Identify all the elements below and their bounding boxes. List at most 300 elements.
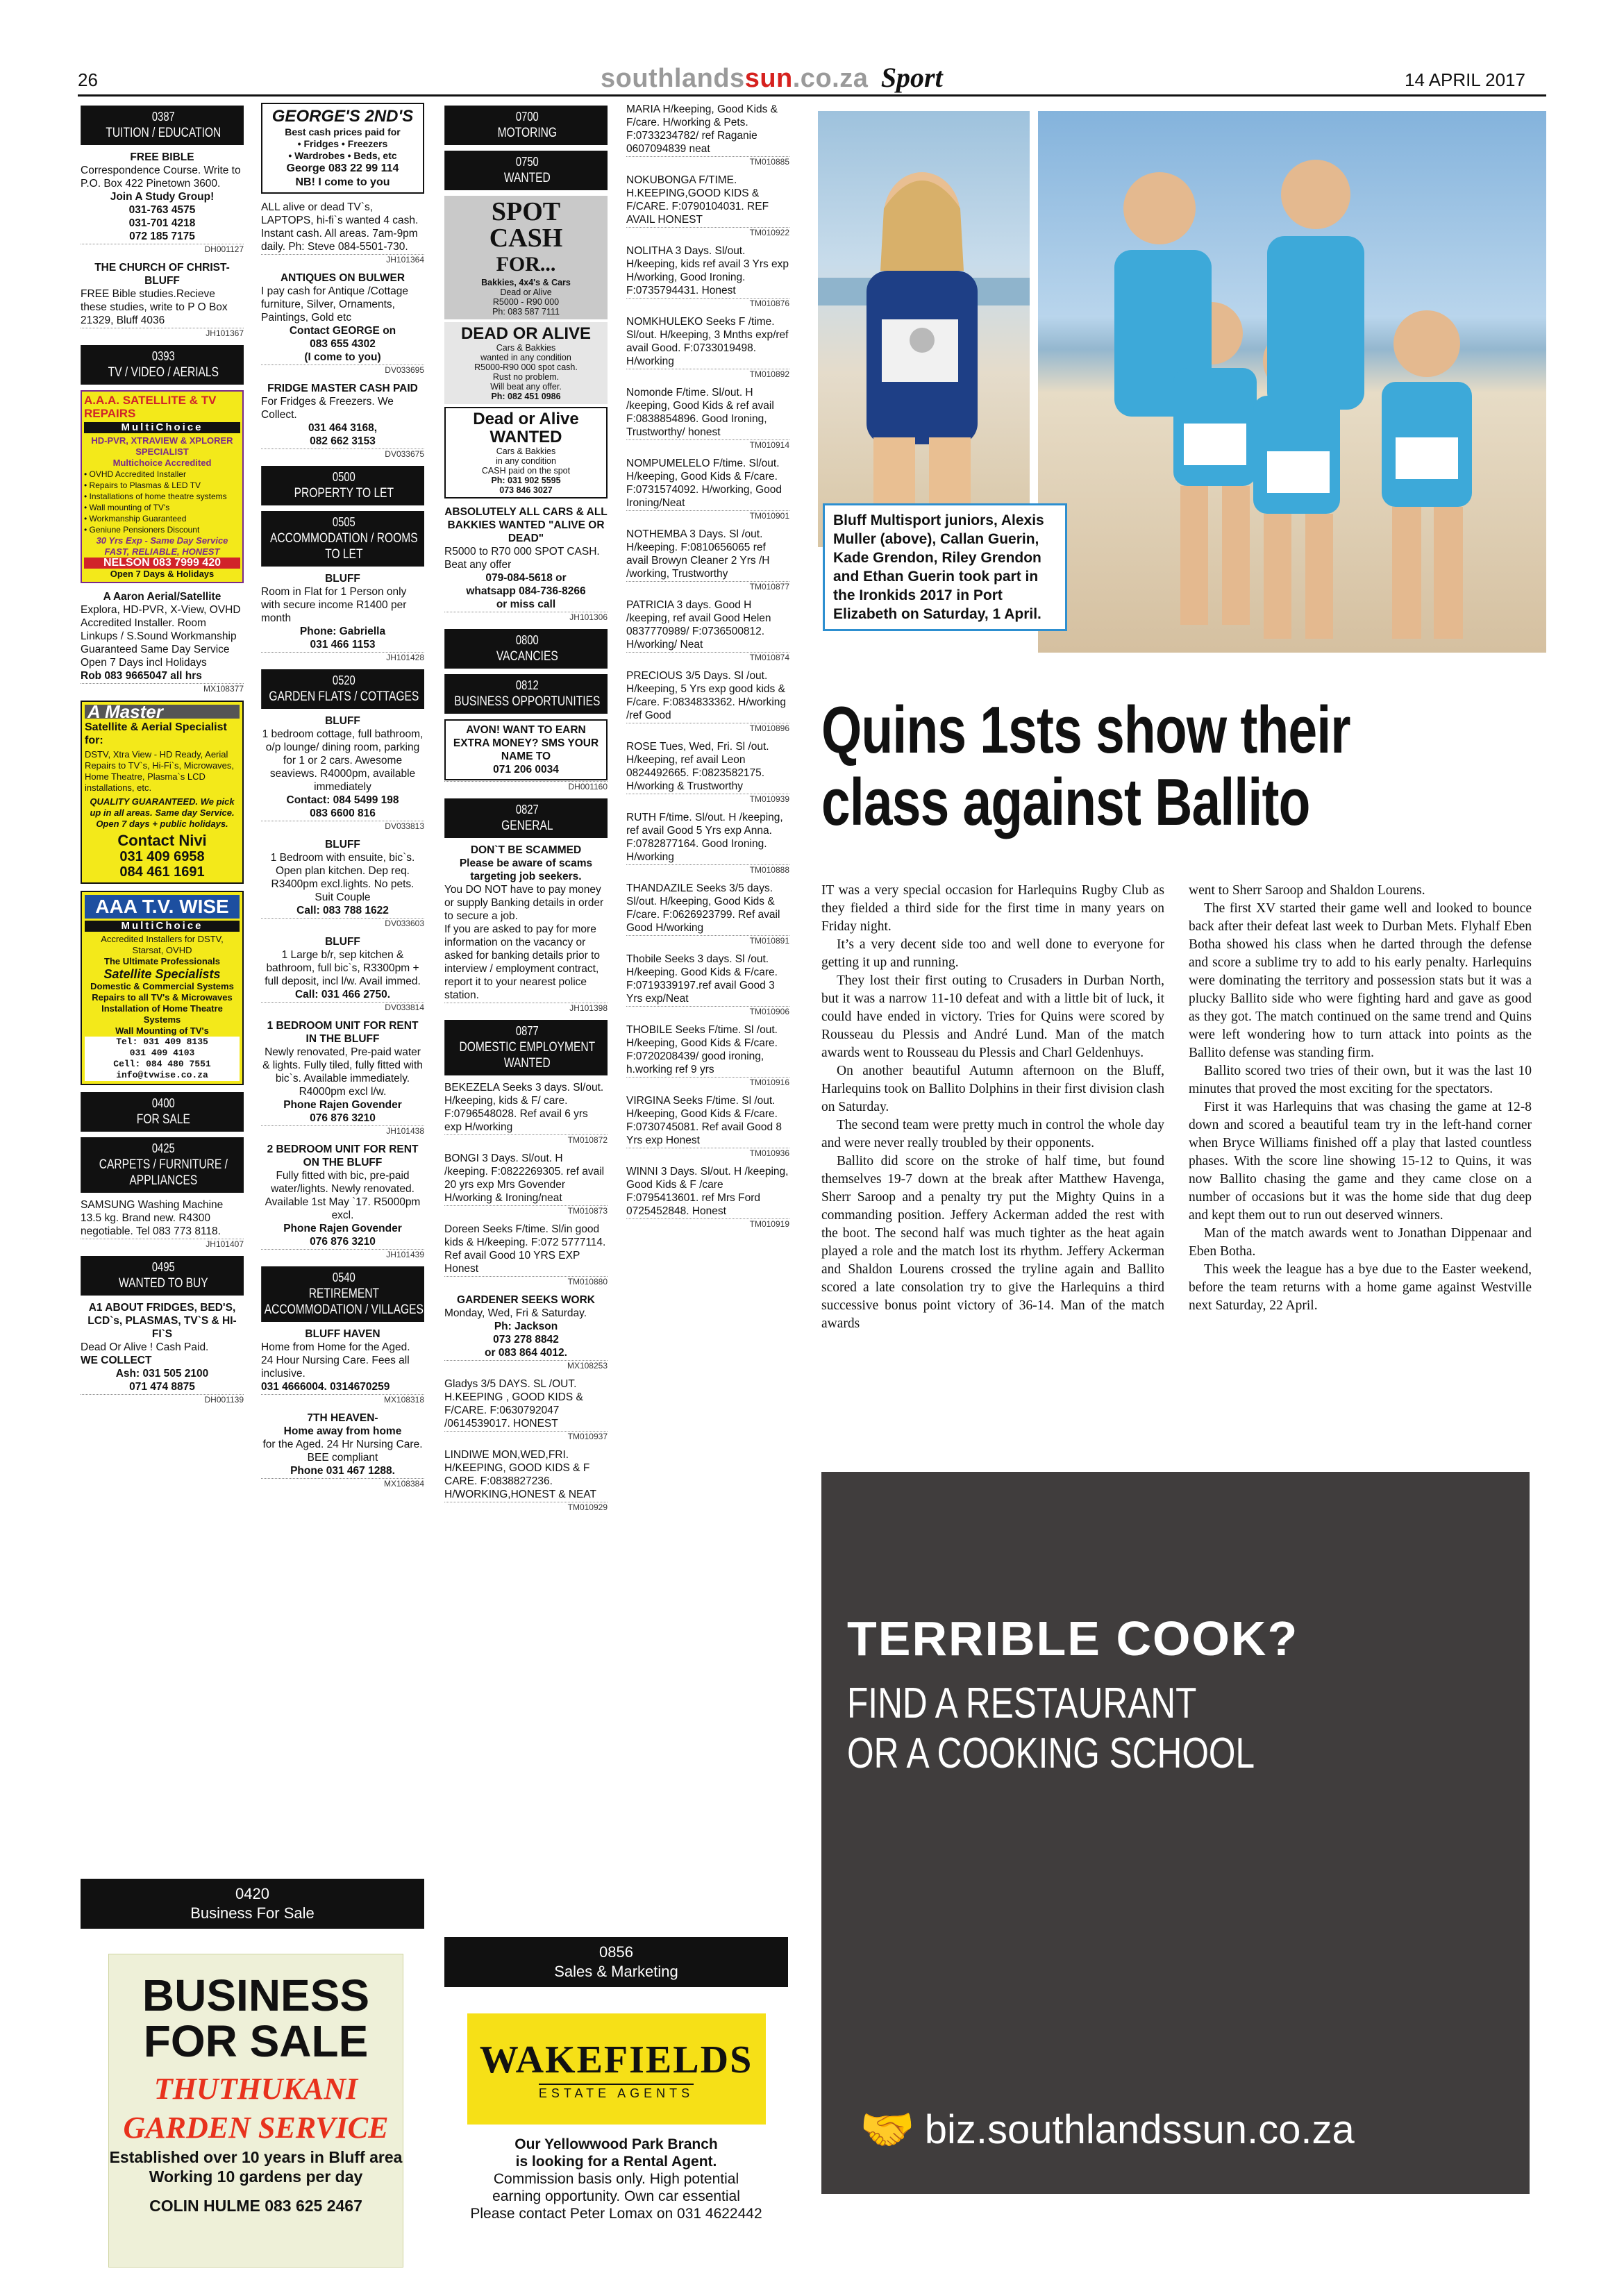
ad-title: AAA T.V. WISE bbox=[85, 895, 240, 919]
ad-line: Established over 10 years in Bluff area bbox=[109, 2148, 403, 2166]
ad-text: BLUFF HAVEN bbox=[305, 1328, 380, 1340]
headline-line-2: class against Ballito bbox=[821, 765, 1310, 839]
ad-reference: TM010877 bbox=[626, 581, 789, 592]
ad-text: BLUFF bbox=[325, 839, 360, 850]
ad-reference: JH101438 bbox=[261, 1125, 424, 1136]
ad-text: Call: 031 466 2750. bbox=[294, 989, 391, 1000]
ad-reference: TM010885 bbox=[626, 156, 789, 167]
ad-phone: Cell: 084 480 7551 bbox=[85, 1059, 240, 1070]
classified-ad[interactable] bbox=[626, 953, 789, 1016]
ad-text: Ph: 082 451 0986 bbox=[491, 392, 561, 401]
avon-ad[interactable] bbox=[444, 719, 608, 791]
ad-bullet: • OVHD Accredited Installer bbox=[84, 469, 186, 479]
bullet-text: Repairs to Plasmas & LED TV bbox=[89, 480, 201, 490]
ad-text: 031-701 4218 bbox=[128, 217, 196, 229]
ad-text: Repairs to all TV's & Microwaves bbox=[92, 992, 233, 1003]
classified-ad[interactable] bbox=[444, 1377, 608, 1441]
ad-text: Will beat any offer. bbox=[490, 382, 562, 392]
category-title: Sales & Marketing bbox=[554, 1963, 678, 1980]
article-paragraph: went to Sherr Saroop and Shaldon Lourens. bbox=[1189, 883, 1425, 898]
classified-ad[interactable] bbox=[626, 811, 789, 875]
ad-text: Bakkies, 4x4's & Cars bbox=[481, 278, 571, 287]
ad-text: 031-763 4575 bbox=[128, 204, 196, 216]
promo-url[interactable]: biz.southlandssun.co.za bbox=[924, 2107, 1355, 2152]
ad-text: Contact GEORGE on bbox=[289, 325, 396, 337]
masthead[interactable] bbox=[601, 61, 943, 94]
ad-reference: DV033814 bbox=[261, 1002, 424, 1012]
ad-text: PRECIOUS 3/5 Days. Sl /out. H/keeping, 5 Yrs exp good kids & F/care. F:0834833362. H/working /ref Good bbox=[626, 670, 787, 721]
category-header[interactable] bbox=[261, 1266, 424, 1322]
ad-reference: DH001139 bbox=[81, 1394, 244, 1405]
category-header[interactable] bbox=[444, 674, 608, 714]
ad-reference: JH101439 bbox=[261, 1249, 424, 1259]
classified-ad[interactable] bbox=[81, 590, 244, 694]
category-title: WANTED bbox=[504, 171, 551, 185]
handshake-icon: 🤝 bbox=[860, 2104, 915, 2154]
ad-bullet: • Installations of home theatre systems bbox=[84, 492, 227, 501]
ad-text: 071 474 8875 bbox=[129, 1381, 195, 1393]
ad-text: Phone Rajen Govender bbox=[283, 1223, 402, 1234]
header-rule bbox=[78, 94, 1546, 97]
category-header[interactable] bbox=[81, 345, 244, 385]
ad-reference: TM010888 bbox=[626, 864, 789, 875]
ad-text: BLUFF bbox=[325, 715, 360, 727]
classified-ad[interactable] bbox=[81, 1198, 244, 1249]
ad-text: • Fridges • Freezers bbox=[297, 138, 388, 149]
wakefields-ad[interactable] bbox=[444, 2013, 788, 2222]
promo-line-2: OR A COOKING SCHOOL bbox=[847, 1729, 1255, 1777]
brand-name: WAKEFIELDS bbox=[479, 2038, 753, 2081]
ad-reference: TM010916 bbox=[626, 1077, 789, 1087]
classified-ad[interactable] bbox=[626, 315, 789, 379]
brand-sub: ESTATE AGENTS bbox=[539, 2084, 694, 2101]
multichoice-logo: MultiChoice bbox=[84, 422, 240, 433]
ad-title: A.A.A. SATELLITE & TV REPAIRS bbox=[84, 394, 217, 420]
ad-text: Fully fitted with bic, pre-paid water/lights. Newly renovated. Available 1st May `17. R5000pm excl. bbox=[265, 1170, 421, 1221]
ad-text: A1 ABOUT FRIDGES, BED'S, LCD`s, PLASMAS, TV`S & HI-FI`S bbox=[87, 1302, 237, 1340]
category-title: CARPETS / FURNITURE / APPLIANCES bbox=[99, 1157, 228, 1188]
category-number: 0393 bbox=[152, 349, 175, 363]
georges-2nds-ad[interactable] bbox=[261, 103, 424, 194]
category-header[interactable] bbox=[261, 466, 424, 505]
ad-reference: TM010892 bbox=[626, 369, 789, 379]
ad-text: 082 662 3153 bbox=[310, 435, 376, 447]
ad-reference: JH101364 bbox=[261, 254, 424, 265]
ad-contact: Please contact Peter Lomax on 031 4622442 bbox=[470, 2206, 762, 2222]
ad-text: Dead or Alive bbox=[500, 287, 552, 297]
classified-ad[interactable] bbox=[626, 528, 789, 592]
category-title: BUSINESS OPPORTUNITIES bbox=[454, 694, 601, 709]
wanted-box bbox=[444, 407, 608, 498]
promo-headline: TERRIBLE COOK? bbox=[847, 1611, 1299, 1666]
ad-reference: DV033813 bbox=[261, 821, 424, 831]
classified-ad[interactable] bbox=[626, 244, 789, 308]
ad-reference: TM010896 bbox=[626, 723, 789, 733]
category-number: 0750 bbox=[516, 155, 539, 169]
ad-text: DEAD OR ALIVE bbox=[460, 324, 592, 343]
ad-text: FREE BIBLE bbox=[130, 151, 194, 163]
ad-headline: BUSINESS bbox=[142, 1970, 370, 2020]
avon-box bbox=[444, 719, 608, 780]
photo-illustration bbox=[1038, 111, 1546, 653]
spot-cash-box bbox=[444, 196, 608, 319]
ad-text: 073 278 8842 bbox=[493, 1334, 559, 1346]
category-number: 0505 bbox=[333, 515, 355, 529]
article-column-2 bbox=[1189, 882, 1532, 1315]
category-number: 0500 bbox=[333, 470, 355, 484]
category-title: DOMESTIC EMPLOYMENT WANTED bbox=[459, 1040, 596, 1071]
section-title: Sport bbox=[880, 62, 943, 93]
article-column-1 bbox=[821, 882, 1164, 1333]
ad-text: R5000 - R90 000 bbox=[492, 297, 560, 307]
ad-text: 2 BEDROOM UNIT FOR RENT ON THE BLUFF bbox=[267, 1143, 419, 1168]
ad-text: PATRICIA 3 days. Good H /keeping, ref avail Good Helen 0837770989/ F:0736500812. H/working/ Neat bbox=[626, 599, 771, 651]
bullet-text: Wall mounting of TV's bbox=[89, 503, 170, 512]
ad-text: ABSOLUTELY ALL CARS & ALL BAKKIES WANTED "ALIVE OR DEAD" bbox=[444, 506, 608, 544]
classified-ad[interactable] bbox=[626, 1023, 789, 1087]
ad-text: 1 Large b/r, sep kitchen & bathroom, full bic`s, R3300pm + full deposit, incl l/w. Avail immed. bbox=[265, 949, 421, 987]
classified-ad[interactable] bbox=[444, 1223, 608, 1287]
ad-text: R5000-R90 000 spot cash. bbox=[474, 362, 578, 372]
category-header[interactable] bbox=[81, 106, 244, 145]
ad-reference: DV033603 bbox=[261, 918, 424, 928]
category-header-sales-marketing bbox=[444, 1937, 788, 1987]
classified-ad[interactable] bbox=[626, 669, 789, 733]
bullet-text: Workmanship Guaranteed bbox=[89, 514, 187, 523]
classified-ad[interactable] bbox=[261, 714, 424, 831]
category-number: 0495 bbox=[152, 1260, 175, 1274]
category-number: 0387 bbox=[152, 110, 175, 124]
ad-text: Thobile Seeks 3 days. Sl /out. H/keeping. Good Kids & F/care. F:0719339197.ref avail Good 3 Yrs exp/Neat bbox=[626, 953, 778, 1005]
classified-ad[interactable] bbox=[261, 271, 424, 375]
ad-text: AVON! WANT TO EARN EXTRA MONEY? SMS YOUR NAME TO bbox=[453, 724, 599, 762]
category-header[interactable] bbox=[444, 798, 608, 838]
dead-or-alive-box bbox=[444, 322, 608, 404]
ad-phone: info@tvwise.co.za bbox=[85, 1070, 240, 1081]
ad-phone: 084 461 1691 bbox=[119, 864, 205, 880]
category-header[interactable] bbox=[444, 1020, 608, 1075]
ad-text: or 083 864 4012. bbox=[485, 1347, 567, 1359]
classified-ad[interactable] bbox=[81, 261, 244, 338]
article-paragraph: Ballito did score on the stroke of half time, but found themselves 19-7 down at the break after Matthew Havenga, Sherr Saroop and a penalty try put the Mighty Quins in a commanding position. Jeffery Ackerman added the rest with the boot. The second half was much tighter as the heat again played a role and the match lost its rhythm. Jeffery Ackerman and Shaldon Lourens crossed the tryline again and Ballito scored a late consolation try to give the Harlequins a third successive bonus point victory of 36-14. Man of the match awards bbox=[821, 1154, 1164, 1331]
category-number: 0400 bbox=[152, 1096, 175, 1110]
ad-text: Wall Mounting of TV's bbox=[115, 1025, 209, 1036]
ad-text: 30 Yrs Exp - Same Day Service bbox=[96, 535, 228, 546]
ad-text: DON`T BE SCAMMED bbox=[470, 844, 582, 856]
ad-text: 031 466 1153 bbox=[310, 639, 376, 651]
ad-reference: MX108253 bbox=[444, 1360, 608, 1371]
classified-ad[interactable] bbox=[261, 1143, 424, 1259]
ad-text: BLUFF bbox=[325, 936, 360, 948]
ad-text: Ph: Jackson bbox=[494, 1321, 558, 1332]
ad-reference: TM010901 bbox=[626, 510, 789, 521]
ad-line: Our Yellowwood Park Branch bbox=[514, 2136, 718, 2152]
ad-text: or miss call bbox=[496, 598, 556, 610]
ad-text: Accredited Installers for DSTV, Starsat, OVHD bbox=[101, 934, 224, 955]
article-paragraph: First it was Harlequins that was chasing the game at 12-8 down and scored a beautiful team try in the left-hand corner when Bryce Williams finished off a play that lasted countless phases. With the score line showing 15-12 to Quins, it was now Ballito chasing the game and they came close on a number of occasions but it was the home side that dug deep and kept them out to run out deserved winners. bbox=[1189, 1100, 1532, 1223]
bullet-text: Installations of home theatre systems bbox=[89, 492, 227, 501]
ad-text: R5000 to R70 000 SPOT CASH. Beat any offer bbox=[444, 546, 600, 571]
headline-line-1: Quins 1sts show their bbox=[821, 693, 1350, 767]
classified-ad[interactable] bbox=[626, 457, 789, 521]
classified-ad[interactable] bbox=[444, 1293, 608, 1371]
ad-line: Working 10 gardens per day bbox=[149, 2168, 363, 2186]
ad-text: 031 4666004. 0314670259 bbox=[261, 1381, 390, 1393]
ad-text: ROSE Tues, Wed, Fri. Sl /out. H/keeping, ref avail Leon 0824492665. F:0823582175. H/working & Trustworthy bbox=[626, 741, 769, 792]
ad-text: George 083 22 99 114 bbox=[286, 162, 399, 174]
ad-text: BLUFF bbox=[325, 573, 360, 585]
ad-text: Satellite Specialists bbox=[103, 967, 221, 981]
ad-text: Best cash prices paid for bbox=[285, 126, 401, 137]
ad-text: 073 846 3027 bbox=[499, 485, 553, 495]
ad-line: earning opportunity. Own car essential bbox=[492, 2188, 740, 2204]
category-title: GARDEN FLATS / COTTAGES bbox=[269, 689, 419, 704]
classified-ad[interactable] bbox=[81, 1301, 244, 1405]
category-number: 0877 bbox=[516, 1024, 539, 1038]
classified-ad[interactable] bbox=[626, 882, 789, 946]
business-name: THUTHUKANI bbox=[153, 2072, 358, 2106]
ad-contact: Contact Nivi bbox=[117, 832, 207, 849]
category-header[interactable] bbox=[81, 1137, 244, 1193]
article-paragraph: They lost their first outing to Crusaders in Durban North, but it was a narrow 11-10 defeat and with a little bit of luck, it could have ended in victory. Tries for Quins were scored by Rousseau du Plessis and André Lund. Man of the match awards went to Rousseau du Plessis and Charl Geldenhuys. bbox=[821, 973, 1164, 1060]
classified-ad[interactable] bbox=[261, 838, 424, 928]
ad-reference: TM010929 bbox=[444, 1502, 608, 1512]
ad-text: Correspondence Course. Write to P.O. Box 422 Pinetown 3600. bbox=[81, 165, 241, 190]
ad-reference: TM010936 bbox=[626, 1148, 789, 1158]
photo-multisport-juniors bbox=[1038, 111, 1546, 653]
ad-text: Gladys 3/5 DAYS. SL /OUT. H.KEEPING , GOOD KIDS & F/CARE. F:0630792047 /0614539017. HONEST bbox=[444, 1378, 583, 1430]
classified-ad[interactable] bbox=[261, 935, 424, 1012]
category-header[interactable] bbox=[81, 1256, 244, 1296]
article-paragraph: The first XV started their game well and looked to bounce back after their defeat last week to Durban Mets. Flyhalf Eben Botha showed his class when he darted through the defense and score a sublime try to add to his early penalty. Harlequins were dominating the territory and possession stats but it was a plucky Ballito side who were fighting hard and gave as good as they got. The match continued on the same trend and Quins were left wondering how to turn attack into points as the Ballito defense was standing firm. bbox=[1189, 901, 1532, 1060]
ad-text: 083 655 4302 bbox=[310, 338, 376, 350]
sales-marketing-section bbox=[444, 1937, 788, 2222]
photo-caption: Bluff Multisport juniors, Alexis Muller (above), Callan Guerin, Kade Grendon, Riley Grendon and Ethan Guerin took part in the Ironkids 2017 in Port Elizabeth on Saturday, 1 April. bbox=[823, 503, 1067, 631]
category-header[interactable] bbox=[261, 511, 424, 567]
classified-ad[interactable] bbox=[444, 844, 608, 1013]
ad-reference: TM010939 bbox=[626, 794, 789, 804]
ad-reference: MX108384 bbox=[261, 1478, 424, 1489]
ad-text: Home away from home bbox=[283, 1425, 402, 1437]
photo-illustration bbox=[818, 111, 1030, 547]
classified-column-3 bbox=[444, 103, 608, 1894]
category-header[interactable] bbox=[444, 629, 608, 669]
classified-ad[interactable] bbox=[261, 382, 424, 459]
ad-text: Cars & Bakkies bbox=[496, 446, 556, 456]
classified-ad[interactable] bbox=[444, 505, 608, 622]
classified-ad[interactable] bbox=[261, 201, 424, 265]
ad-text: QUALITY GUARANTEED. We pick up in all areas. Same day Service. Open 7 days + public holidays. bbox=[90, 796, 235, 829]
business-for-sale-ad[interactable] bbox=[108, 1954, 403, 2268]
ad-text: HD-PVR, XTRAVIEW & XPLORER SPECIALIST bbox=[91, 435, 233, 457]
ad-text: Newly renovated, Pre-paid water & lights. Fully tiled, fully fitted with bic`s. Available immediately. R4000pm excl l/w. bbox=[262, 1046, 423, 1098]
ad-text: NOMPUMELELO F/time. Sl/out. H/keeping, Good Kids & F/care. F:0731574092. H/working, Good Ironing/Neat bbox=[626, 458, 782, 509]
category-title: TUITION / EDUCATION bbox=[106, 126, 221, 140]
promo-line-1: FIND A RESTAURANT bbox=[847, 1679, 1197, 1727]
ad-text: Call: 083 788 1622 bbox=[296, 905, 389, 916]
ad-text: Phone: Gabriella bbox=[299, 626, 386, 637]
ad-text: FRIDGE MASTER CASH PAID bbox=[267, 383, 418, 394]
classified-ad[interactable] bbox=[444, 1448, 608, 1512]
ad-subtitle: Satellite & Aerial Specialist for: bbox=[85, 721, 227, 746]
ad-text: THE CHURCH OF CHRIST-BLUFF bbox=[94, 262, 230, 287]
a-master-ad[interactable] bbox=[81, 701, 244, 884]
ad-text: VIRGINA Seeks F/time. Sl /out. H/keeping, Good Kids & F/care. F:0730745081. Ref avail Good 8 Yrs exp Honest bbox=[626, 1095, 782, 1146]
category-title: Business For Sale bbox=[190, 1904, 315, 1922]
ad-reference: TM010922 bbox=[626, 227, 789, 237]
ad-line: is looking for a Rental Agent. bbox=[515, 2154, 717, 2170]
ad-reference: DV033695 bbox=[261, 364, 424, 375]
ad-bullet: • Geniune Pensioners Discount bbox=[84, 525, 200, 535]
classified-ad[interactable] bbox=[444, 1081, 608, 1145]
classified-ad[interactable] bbox=[626, 598, 789, 662]
classified-ad[interactable] bbox=[626, 386, 789, 450]
ad-text: Phone Rajen Govender bbox=[283, 1099, 402, 1111]
ad-text: 083 6600 816 bbox=[310, 807, 376, 819]
category-header[interactable] bbox=[261, 669, 424, 709]
ad-text: (I come to you) bbox=[304, 351, 381, 363]
issue-date: 14 APRIL 2017 bbox=[1405, 69, 1525, 90]
ad-phone: 031 409 4103 bbox=[85, 1048, 240, 1059]
ad-text: Join A Study Group! bbox=[110, 191, 215, 203]
ad-phone: Tel: 031 409 8135 bbox=[85, 1037, 240, 1048]
ad-text: Cars & Bakkies bbox=[496, 343, 556, 353]
category-title: WANTED TO BUY bbox=[119, 1276, 208, 1291]
ad-reference: JH101407 bbox=[81, 1239, 244, 1249]
ad-text: NB! I come to you bbox=[295, 176, 390, 188]
article-paragraph: Man of the match awards went to Jonathan Dippenaar and Eben Botha. bbox=[1189, 1226, 1532, 1259]
article-paragraph: The second team were pretty much in control the whole day and were never really troubled by their opponents. bbox=[821, 1118, 1164, 1150]
ad-text: THOBILE Seeks F/time. Sl /out. H/keeping, Good Kids & F/care. F:0720208439/ good ironing, h.working ref 9 yrs bbox=[626, 1024, 778, 1075]
ad-headline-2: FOR SALE bbox=[143, 2016, 369, 2066]
article-paragraph: Ballito scored two tries of their own, but it was the last 10 minutes that proved the most exciting for the spectators. bbox=[1189, 1064, 1532, 1096]
ad-text: DSTV, Xtra View - HD Ready, Aerial Repairs to TV`s, Hi-Fi`s, Microwaves, Home Theatre, Plasma`s LCD installations, etc. bbox=[85, 749, 235, 793]
ad-text: 076 876 3210 bbox=[310, 1236, 376, 1248]
ad-text: Multichoice Accredited bbox=[112, 458, 212, 468]
classified-column-4 bbox=[626, 103, 789, 1915]
spot-cash-headline: FOR... bbox=[496, 253, 556, 276]
classified-ad[interactable] bbox=[626, 740, 789, 804]
ad-text: whatsapp 084-736-8266 bbox=[466, 585, 586, 597]
classified-ad[interactable] bbox=[261, 1411, 424, 1489]
bullet-text: Geniune Pensioners Discount bbox=[89, 525, 200, 535]
ad-text: NOMKHULEKO Seeks F /time. Sl/out. H/keeping, 3 Mnths exp/ref avail Good. F:0733019498. H/working bbox=[626, 316, 789, 367]
aaa-tv-wise-ad[interactable] bbox=[81, 891, 244, 1085]
ad-text: NOKUBONGA F/TIME. H.KEEPING,GOOD KIDS & F/CARE. F:0790104031. REF AVAIL HONEST bbox=[626, 174, 769, 226]
spot-cash-headline: CASH bbox=[489, 224, 563, 253]
category-title: RETIREMENT ACCOMMODATION / VILLAGES bbox=[264, 1287, 424, 1317]
ad-reference: DH001127 bbox=[81, 244, 244, 254]
ad-text: WE COLLECT bbox=[81, 1355, 152, 1366]
ad-reference: MX108377 bbox=[81, 683, 244, 694]
spot-cash-headline: SPOT bbox=[491, 197, 561, 226]
classified-column-1 bbox=[81, 103, 244, 1922]
ad-text: If you are asked to pay for more information on the vacancy or asked for banking details prior to interview / employment contract, report it to your nearest police station. bbox=[444, 923, 601, 1001]
ad-text: GARDENER SEEKS WORK bbox=[457, 1294, 595, 1306]
ad-phone: NELSON 083 7999 420 bbox=[84, 558, 240, 569]
ad-text: Phone 031 467 1288. bbox=[290, 1465, 395, 1477]
ad-text: for the Aged. 24 Hr Nursing Care. BEE compliant bbox=[262, 1439, 423, 1464]
ad-text: Room in Flat for 1 Person only with secure income R1400 per month bbox=[261, 586, 407, 624]
classified-ad[interactable] bbox=[444, 1152, 608, 1216]
ad-text: A Aaron Aerial/Satellite bbox=[103, 591, 221, 603]
ad-reference: DH001160 bbox=[444, 781, 608, 791]
ad-text: FAST, RELIABLE, HONEST bbox=[104, 546, 220, 557]
wakefields-logo bbox=[467, 2013, 766, 2125]
promo-url-row[interactable] bbox=[860, 2104, 1355, 2156]
ad-phone: 071 206 0034 bbox=[493, 764, 559, 776]
ad-reference: TM010872 bbox=[444, 1134, 608, 1145]
ad-text: ANTIQUES ON BULWER bbox=[280, 272, 405, 284]
category-title: ACCOMMODATION / ROOMS TO LET bbox=[270, 531, 418, 562]
ad-text: • Wardrobes • Beds, etc bbox=[288, 150, 397, 161]
ad-text: 072 185 7175 bbox=[129, 231, 195, 242]
ad-text: RUTH F/time. Sl/out. H /keeping, ref avail Good 5 Yrs exp Anna. F:0782877164. Good Ironing. H/working bbox=[626, 812, 783, 863]
category-header-business-for-sale bbox=[81, 1879, 424, 1929]
ad-text: NOTHEMBA 3 Days. Sl /out. H/keeping. F:0810656065 ref avail Browyn Cleaner 2 Yrs /H /working, Trustworthy bbox=[626, 528, 770, 580]
ad-text: BONGI 3 Days. Sl/out. H /keeping. F:0822269305. ref avail 20 yrs exp Mrs Govender H/working & Ironing/neat bbox=[444, 1153, 605, 1204]
ad-reference: TM010906 bbox=[626, 1006, 789, 1016]
category-header[interactable] bbox=[444, 151, 608, 190]
classified-ad[interactable] bbox=[626, 103, 789, 167]
classified-column-2 bbox=[261, 103, 424, 2026]
ad-contact: COLIN HULME 083 625 2467 bbox=[149, 2197, 362, 2215]
terrible-cook-promo[interactable] bbox=[821, 1472, 1530, 2194]
aaa-satellite-ad[interactable] bbox=[81, 390, 244, 583]
ad-text: I pay cash for Antique /Cottage furniture, Silver, Ornaments, Paintings, Gold etc bbox=[261, 285, 408, 324]
ad-text: wanted in any condition bbox=[480, 353, 571, 362]
classified-ad[interactable] bbox=[626, 1094, 789, 1158]
business-for-sale-section bbox=[81, 1879, 424, 2268]
category-number: 0520 bbox=[333, 673, 355, 687]
classified-ad[interactable] bbox=[81, 151, 244, 254]
ad-bullet: • Workmanship Guaranteed bbox=[84, 514, 187, 523]
classified-ad[interactable] bbox=[261, 1019, 424, 1136]
ad-text: Doreen Seeks F/time. Sl/in good kids & H/keeping. F:072 5777114. Ref avail Good 10 YRS EXP Honest bbox=[444, 1223, 606, 1275]
category-number: 0827 bbox=[516, 803, 539, 816]
spot-cash-ad[interactable] bbox=[444, 196, 608, 498]
classified-ad[interactable] bbox=[626, 1165, 789, 1229]
ad-text: Ash: 031 505 2100 bbox=[115, 1368, 209, 1380]
article-headline bbox=[821, 694, 1516, 839]
ad-text: Please be aware of scams targeting job seekers. bbox=[459, 857, 593, 882]
ad-reference: MX108318 bbox=[261, 1394, 424, 1405]
ad-text: Open 7 Days & Holidays bbox=[110, 569, 215, 579]
ad-text: NOLITHA 3 Days. Sl/out. H/keeping, kids ref avail 3 Yrs exp H/working, Good Ironing. F:0735794431. Honest bbox=[626, 245, 789, 296]
ad-text: 7TH HEAVEN- bbox=[307, 1412, 378, 1424]
classified-ad[interactable] bbox=[261, 572, 424, 662]
ad-text: SAMSUNG Washing Machine 13.5 kg. Brand new. R4300 negotiable. Tel 083 773 8118. bbox=[81, 1199, 224, 1237]
category-header[interactable] bbox=[81, 1092, 244, 1132]
ad-text: Ph: 083 587 7111 bbox=[492, 307, 560, 317]
classified-ad[interactable] bbox=[261, 1327, 424, 1405]
category-number: 0812 bbox=[516, 678, 539, 692]
ad-bullet: • Repairs to Plasmas & LED TV bbox=[84, 480, 201, 490]
article-paragraph: This week the league has a bye due to the Easter weekend, before the team returns with a home game against Westville next Saturday, 22 April. bbox=[1189, 1262, 1532, 1313]
category-title: MOTORING bbox=[497, 126, 558, 140]
ad-text: WINNI 3 Days. Sl/out. H /keeping, Good Kids & F /care F:0795413601. ref Mrs Ford 0725452848. Honest bbox=[626, 1166, 789, 1217]
ad-reference: JH101367 bbox=[81, 328, 244, 338]
ad-text: 076 876 3210 bbox=[310, 1112, 376, 1124]
ad-text: WANTED bbox=[489, 428, 562, 446]
ad-text: 1 bedroom cottage, full bathroom, o/p lounge/ dining room, parking for 1 or 2 cars. Awesome seaviews. R4000pm, available immediately bbox=[262, 728, 424, 793]
category-header[interactable] bbox=[444, 106, 608, 145]
photo-alexis-muller bbox=[818, 111, 1030, 547]
ad-text: BEKEZELA Seeks 3 days. Sl/out. H/keeping, kids & F/ care. F:0796548028. Ref avail 6 yrs exp H/working bbox=[444, 1082, 604, 1133]
article-paragraph: On another beautiful Autumn afternoon on the Bluff, Harlequins took on Ballito Dolphins in their first division clash on Saturday. bbox=[821, 1064, 1164, 1114]
ad-text: Nomonde F/time. Sl/out. H /keeping, Good Kids & ref avail F:0838854896. Good Ironing, Trustworthy/ honest bbox=[626, 387, 774, 438]
classified-ad[interactable] bbox=[626, 174, 789, 237]
